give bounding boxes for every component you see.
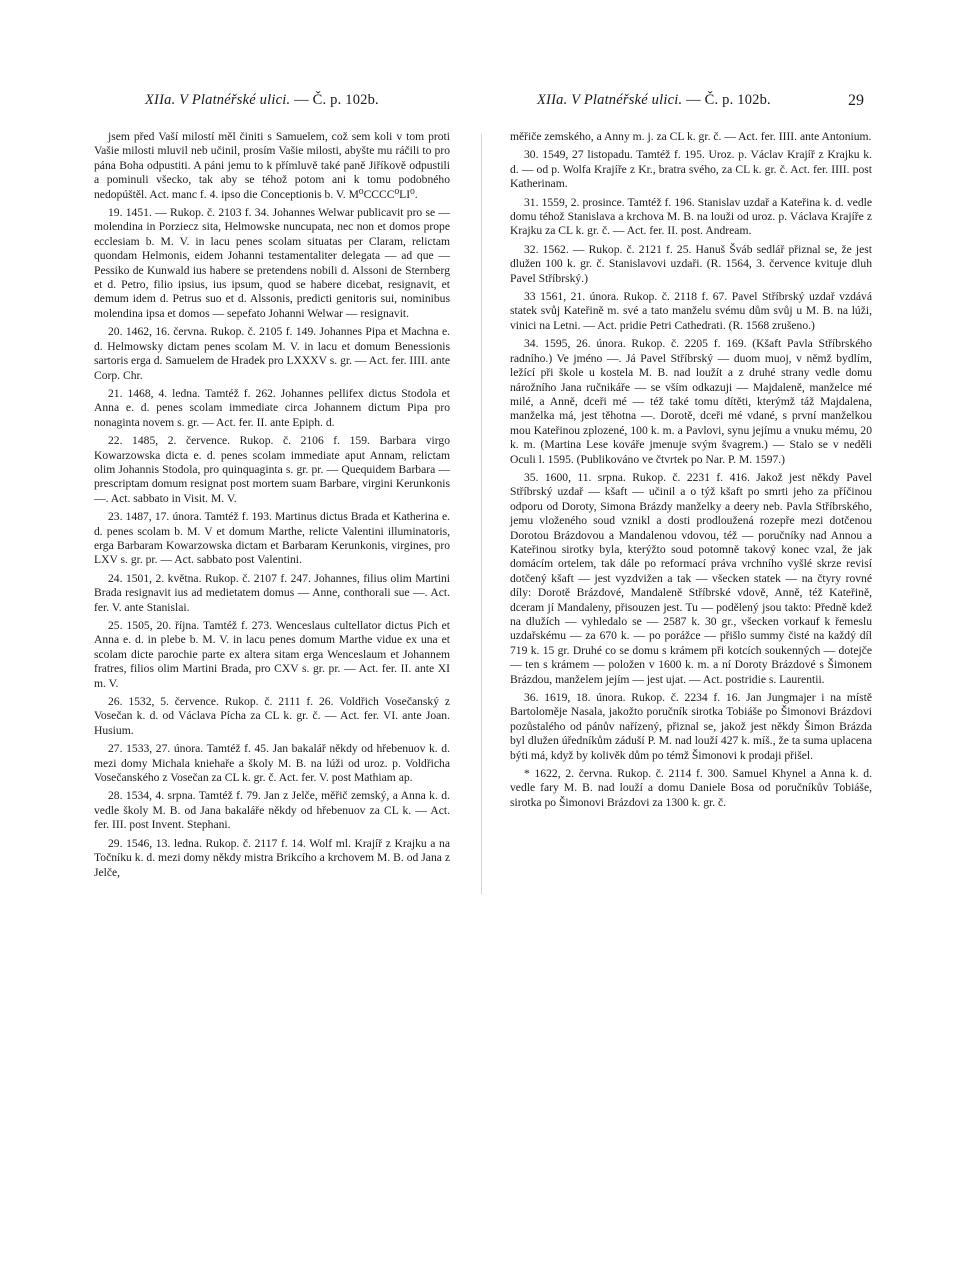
entry-paragraph: 24. 1501, 2. května. Rukop. č. 2107 f. 247. Johannes, filius olim Martini Brada resignavit ius ad medietatem domus — Anne, conthorali sue —. Act. fer. V. ante Stanislai. [94, 571, 450, 614]
entry-paragraph: 30. 1549, 27 listopadu. Tamtéž f. 195. Uroz. p. Václav Krajíř z Krajku k. d. — od p. Wolfa Krajíře z Kr., bratra svého, za CL k. gr. č. Act. fer. IIII. post Katherinam. [510, 148, 872, 191]
left-column [94, 130, 450, 884]
page-number: 29 [848, 92, 864, 109]
running-header-right [537, 92, 771, 109]
entry-paragraph: 19. 1451. — Rukop. č. 2103 f. 34. Johannes Welwar publicavit pro se — molendina in Porziecz sita, Helmowske nuncupata, nec non et domos prope ecclesiam b. M. V. in lacu penes scolam situatas per Claram, relictam quondam Helmonis, eidem Johanni testamentaliter delegata — ad que — Pessiko de Kunwald ius habere se pretendens nobili d. Alssoni de Sternberg et d. Petro, filio ipsius, ius ipsum, quod se habere dicebat, resignavit, et demum idem d. Petrus suo et d. Alssonis, predicti genitoris sui, nominibus molendina ipsa et domos — sepefato Johanni Welwar — resignavit. [94, 206, 450, 320]
entry-paragraph: jsem před Vaší milostí měl činiti s Samuelem, což sem koli v tom proti Vašie milosti mluvil neb učinil, prosím Vašie milosti, abyšte mu ráčili to pro pána Boha odpustiti. A páni jemu to k přímluvě také paně Jiříkově odpustili a pominuli všecko, tak aby se téhož potom ani k tomu podobného nedopúštěl. Act. manc f. 4. ipso die Conceptionis b. V. M⁰CCCC⁰LI⁰. [94, 130, 450, 201]
entry-paragraph: 35. 1600, 11. srpna. Rukop. č. 2231 f. 416. Jakož jest někdy Pavel Stříbrský uzdař — kšaft — učinil a o týž kšaft po smrti jeho za příčinou odporu od Doroty, Simona Brázdy manželky a deery neb. Pavla Stříbrského, jemu vloženého soud vznikl a dosti prodloužená rozepře mezi dotčenou Dorotou Brázdovou a Mandalenou vdovou, též — poručníky nad Annou a Kateřinou sirotky byla, kterýžto soud potomně takový konec vzal, že jak domácím ortelem, tak dále po reformací práva vrchního vyšlé skrze revisí dotčený kšaft — jest vyzdvižen a tak — všecken statek — na čtyry rovné díly: Dorotě Brázdové, Mandaleně Stříbrské vdově, Anně, též Kateřině, dceram jí Mandaleny, přisouzen jest. Tu — podělený jsou takto: Předně kdež na dlužích — vyhledalo se — 2587 k. 30 gr., všecken vorkauf k řemeslu uzdařskému — za 670 k. — po porážce — přišlo summy čisté na každý díl 719 k. 15 gr. Druhé co se domu s krámem při kotcích soukenných — dotejče — ten s krámem — položen v 1600 k. m. a ní Doroty Brázdové s Šimonem Brázdou, manželem jejím — jest ujat. — Act. postridie s. Laurentii. [510, 470, 872, 686]
entry-paragraph: 36. 1619, 18. února. Rukop. č. 2234 f. 16. Jan Jungmajer i na místě Bartoloměje Nasala, jakožto poručník sirotka Tobiáše po Šimonovi Brázdovi pozůstalého od pánův nařízený, přiznal se, jakož jest někdy Šimon Brázda byl dlužen úředníkům záduší P. M. nad louží 427 k. míš., že ta suma uplacena býti má, když by kolivěk dům po témž Šimonovi k prodaji přišel. [510, 691, 872, 762]
column-divider [481, 134, 482, 894]
entry-paragraph: 25. 1505, 20. října. Tamtéž f. 273. Wenceslaus cultellator dictus Pich et Anna e. d. in plebe b. M. V. in lacu penes domum Marthe vidue ex una et scolam dicte parochie parte ex altera sitam erga Wenceslaum et Johannem fratres, filios olim Martini Brada, pro CXV s. gr. pr. — Act. fer. II. ante XI m. V. [94, 619, 450, 690]
entry-paragraph: 33 1561, 21. února. Rukop. č. 2118 f. 67. Pavel Stříbrský uzdař vzdává statek svůj Kateřině m. své a tato manželu svému dům svůj u M. B. na lúži, vinici na Letni. — Act. pridie Petri Cathedrati. (R. 1568 zrušeno.) [510, 290, 872, 332]
entry-paragraph: 23. 1487, 17. února. Tamtéž f. 193. Martinus dictus Brada et Katherina e. d. penes scolam b. M. V et domum Marthe, relicte Valentini illuminatoris, erga Barbaram Kowarzowska dictam et Barbaram Kerunkonis, virgines, pro LXV s. gr. pr. — Act. sabbato post Valentini. [94, 510, 450, 567]
header-right-title: XIIa. V Platnéřské ulici. [537, 92, 683, 108]
entry-paragraph: 22. 1485, 2. července. Rukop. č. 2106 f. 159. Barbara virgo Kowarzowska dicta e. d. penes scolam immediate aput Annam, relictam olim Johannis Stodola, pro quinquaginta s. gr. pr. — Quequidem Barbara — prescriptam domum resignat post mortem suam Barbare, virgini Kerunkonis —. Act. sabbato in Visit. M. V. [94, 434, 450, 505]
entry-paragraph: 20. 1462, 16. června. Rukop. č. 2105 f. 149. Johannes Pipa et Machna e. d. Helmowsky dictam penes scolam M. V. in lacu et domum Benessionis sartoris erga d. Samuelem de Hradek pro LXXXV s. gr. — Act. fer. IIII. ante Corp. Chr. [94, 325, 450, 382]
entry-paragraph: 34. 1595, 26. února. Rukop. č. 2205 f. 169. (Kšaft Pavla Stříbrského radního.) Ve jméno —. Já Pavel Stříbrský — duom muoj, v němž bydlím, ležící při škole u kostela M. B. nad loužít a z druhé strany vedle domu nárožního Jana ručnikáře — se vším odkazuji — Majdaleně, manželce mé milé, a Anně, dceři mé — též také tomu dítěti, kterýmž táž Majdalena, manželka má, jest těhotna —. Dorotě, dceři mé vdané, s první manželkou mou Kateřinou zplozené, 100 k. m. a Pavlovi, synu jejímu a vnuku mému, 20 k. m. (Martina Lese kováře jmenuje svým švagrem.) — Stalo se v neděli Oculi l. 1595. (Publikováno ve čtvrtek po Nar. P. M. 1597.) [510, 337, 872, 466]
header-left-title: XIIa. V Platnéřské ulici. [145, 92, 291, 108]
entry-paragraph: * 1622, 2. června. Rukop. č. 2114 f. 300. Samuel Khynel a Anna k. d. vedle fary M. B. nad louží a domu Daniele Bosa od poručníkův Tobiáše, sirotka po Šimonovi Brázdovi za 1300 k. gr. č. [510, 767, 872, 809]
header-right-separator: — [686, 92, 701, 108]
entry-paragraph: měřiče zemského, a Anny m. j. za CL k. gr. č. — Act. fer. IIII. ante Antonium. [510, 130, 872, 143]
entry-paragraph: 29. 1546, 13. ledna. Rukop. č. 2117 f. 14. Wolf ml. Krajíř z Krajku a na Točníku k. d. mezi domy někdy mistra Brikcího a krchovem M. B. od Jana z Jelče, [94, 836, 450, 879]
entry-paragraph: 32. 1562. — Rukop. č. 2121 f. 25. Hanuš Šváb sedlář přiznal se, že jest dlužen 100 k. gr. č. Stanislavovi uzdaři. (R. 1564, 3. července kvituje dluh Pavel Stříbrský.) [510, 242, 872, 285]
entry-paragraph: 28. 1534, 4. srpna. Tamtéž f. 79. Jan z Jelče, měřič zemský, a Anna k. d. vedle školy M. B. od Jana bakaláře někdy od hřebenuov za CL k. — Act. fer. III. post Invent. Stephani. [94, 789, 450, 832]
entry-paragraph: 21. 1468, 4. ledna. Tamtéž f. 262. Johannes pellifex dictus Stodola et Anna e. d. penes scolam immediate circa Johannem dictum Pipa pro nonaginta novem s. gr. — Act. fer. II. ante Epiph. d. [94, 386, 450, 429]
entry-paragraph: 31. 1559, 2. prosince. Tamtéž f. 196. Stanislav uzdař a Kateřina k. d. vedle domu téhož Stanislava a krchova M. B. na louži od uroz. p. Václava Krajíře z Krajku za CL k. gr. č. — Act. fer. II. post. Andream. [510, 195, 872, 238]
header-left-house-number: Č. p. 102b. [312, 92, 379, 108]
header-right-house-number: Č. p. 102b. [704, 92, 771, 108]
header-left-separator: — [294, 92, 309, 108]
entry-paragraph: 26. 1532, 5. července. Rukop. č. 2111 f. 26. Voldřich Vosečanský z Vosečan k. d. od Václava Pícha za CL k. gr. č. — Act. fer. VI. ante Joan. Husium. [94, 695, 450, 737]
entry-paragraph: 27. 1533, 27. února. Tamtéž f. 45. Jan bakalář někdy od hřebenuov k. d. mezi domy Michala kniehaře a školy M. B. na lúži od uroz. p. Voldřicha Vosečanského z Vosečan za CL k. gr. č. Act. fer. V. post Mathiam ap. [94, 742, 450, 785]
running-header-left [145, 92, 379, 109]
right-column [510, 130, 872, 814]
